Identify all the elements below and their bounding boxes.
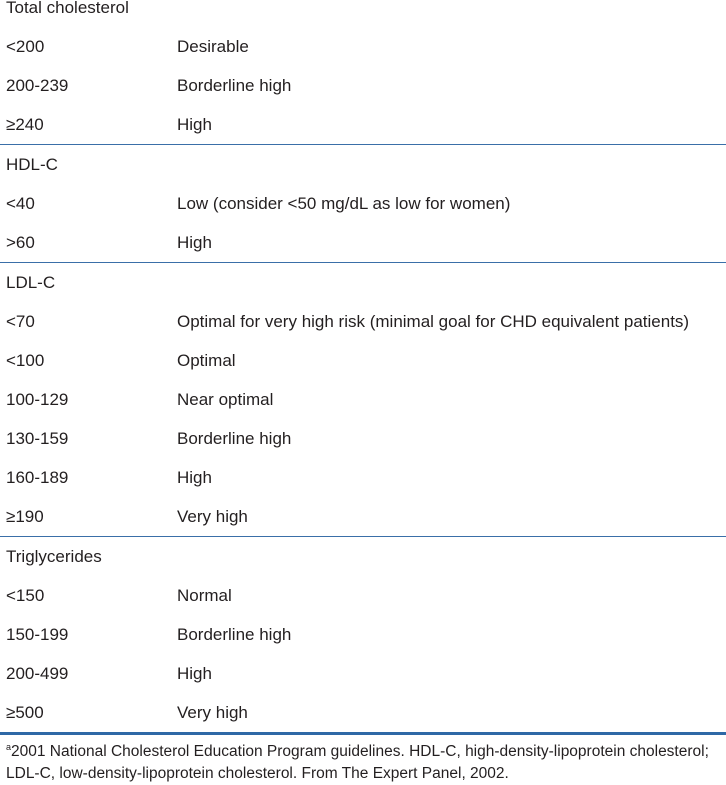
row-value: <40 [6, 194, 35, 213]
row-description: Borderline high [177, 429, 292, 448]
row-description: Very high [177, 507, 248, 526]
section-ldl-c [0, 263, 726, 537]
table-row [0, 302, 726, 341]
footnote-marker: a [6, 742, 12, 752]
row-description: Low (consider <50 mg/dL as low for women) [177, 194, 511, 213]
table-row [0, 223, 726, 262]
row-value: 160-189 [6, 468, 69, 487]
row-description: Borderline high [177, 625, 292, 644]
row-value: <150 [6, 586, 45, 605]
row-description: High [177, 233, 212, 252]
table-footnote [6, 736, 722, 785]
row-description: High [177, 664, 212, 683]
row-description: Borderline high [177, 76, 292, 95]
row-description: Near optimal [177, 390, 274, 409]
table-row [0, 66, 726, 105]
row-value: <70 [6, 312, 35, 331]
footnote-text: 2001 National Cholesterol Education Program guidelines. HDL-C, high-density-lipoprotein cholesterol; LDL-C, low-density-lipoprotein cholesterol. From The Expert Panel, 2002. [6, 743, 709, 782]
row-value: 100-129 [6, 390, 69, 409]
row-description: Optimal for very high risk (minimal goal for CHD equivalent patients) [177, 312, 690, 331]
row-description: Desirable [177, 37, 249, 56]
row-description: High [177, 468, 212, 487]
table-row [0, 184, 726, 223]
table-row [0, 615, 726, 654]
section-total-cholesterol [0, 0, 726, 145]
table-row [0, 341, 726, 380]
row-value: 200-239 [6, 76, 69, 95]
table-row [0, 654, 726, 693]
row-value: 150-199 [6, 625, 69, 644]
row-description: Very high [177, 703, 248, 722]
row-value: 200-499 [6, 664, 69, 683]
row-value: ≥190 [6, 507, 44, 526]
section-heading: Total cholesterol [6, 0, 129, 17]
section-triglycerides [0, 537, 726, 735]
table-row [0, 497, 726, 536]
section-heading: LDL-C [6, 273, 56, 292]
row-value: ≥500 [6, 703, 44, 722]
table-row [0, 458, 726, 497]
section-heading: HDL-C [6, 155, 58, 174]
row-value: <100 [6, 351, 45, 370]
section-hdl-c [0, 145, 726, 263]
row-value: <200 [6, 37, 45, 56]
row-value: 130-159 [6, 429, 69, 448]
row-description: Optimal [177, 351, 236, 370]
row-value: ≥240 [6, 115, 44, 134]
table-row [0, 693, 726, 732]
row-value: >60 [6, 233, 35, 252]
section-heading: Triglycerides [6, 547, 102, 566]
row-description: High [177, 115, 212, 134]
row-description: Normal [177, 586, 232, 605]
table-row [0, 419, 726, 458]
table-row [0, 576, 726, 615]
table-row [0, 27, 726, 66]
table-row [0, 380, 726, 419]
table-row [0, 105, 726, 144]
